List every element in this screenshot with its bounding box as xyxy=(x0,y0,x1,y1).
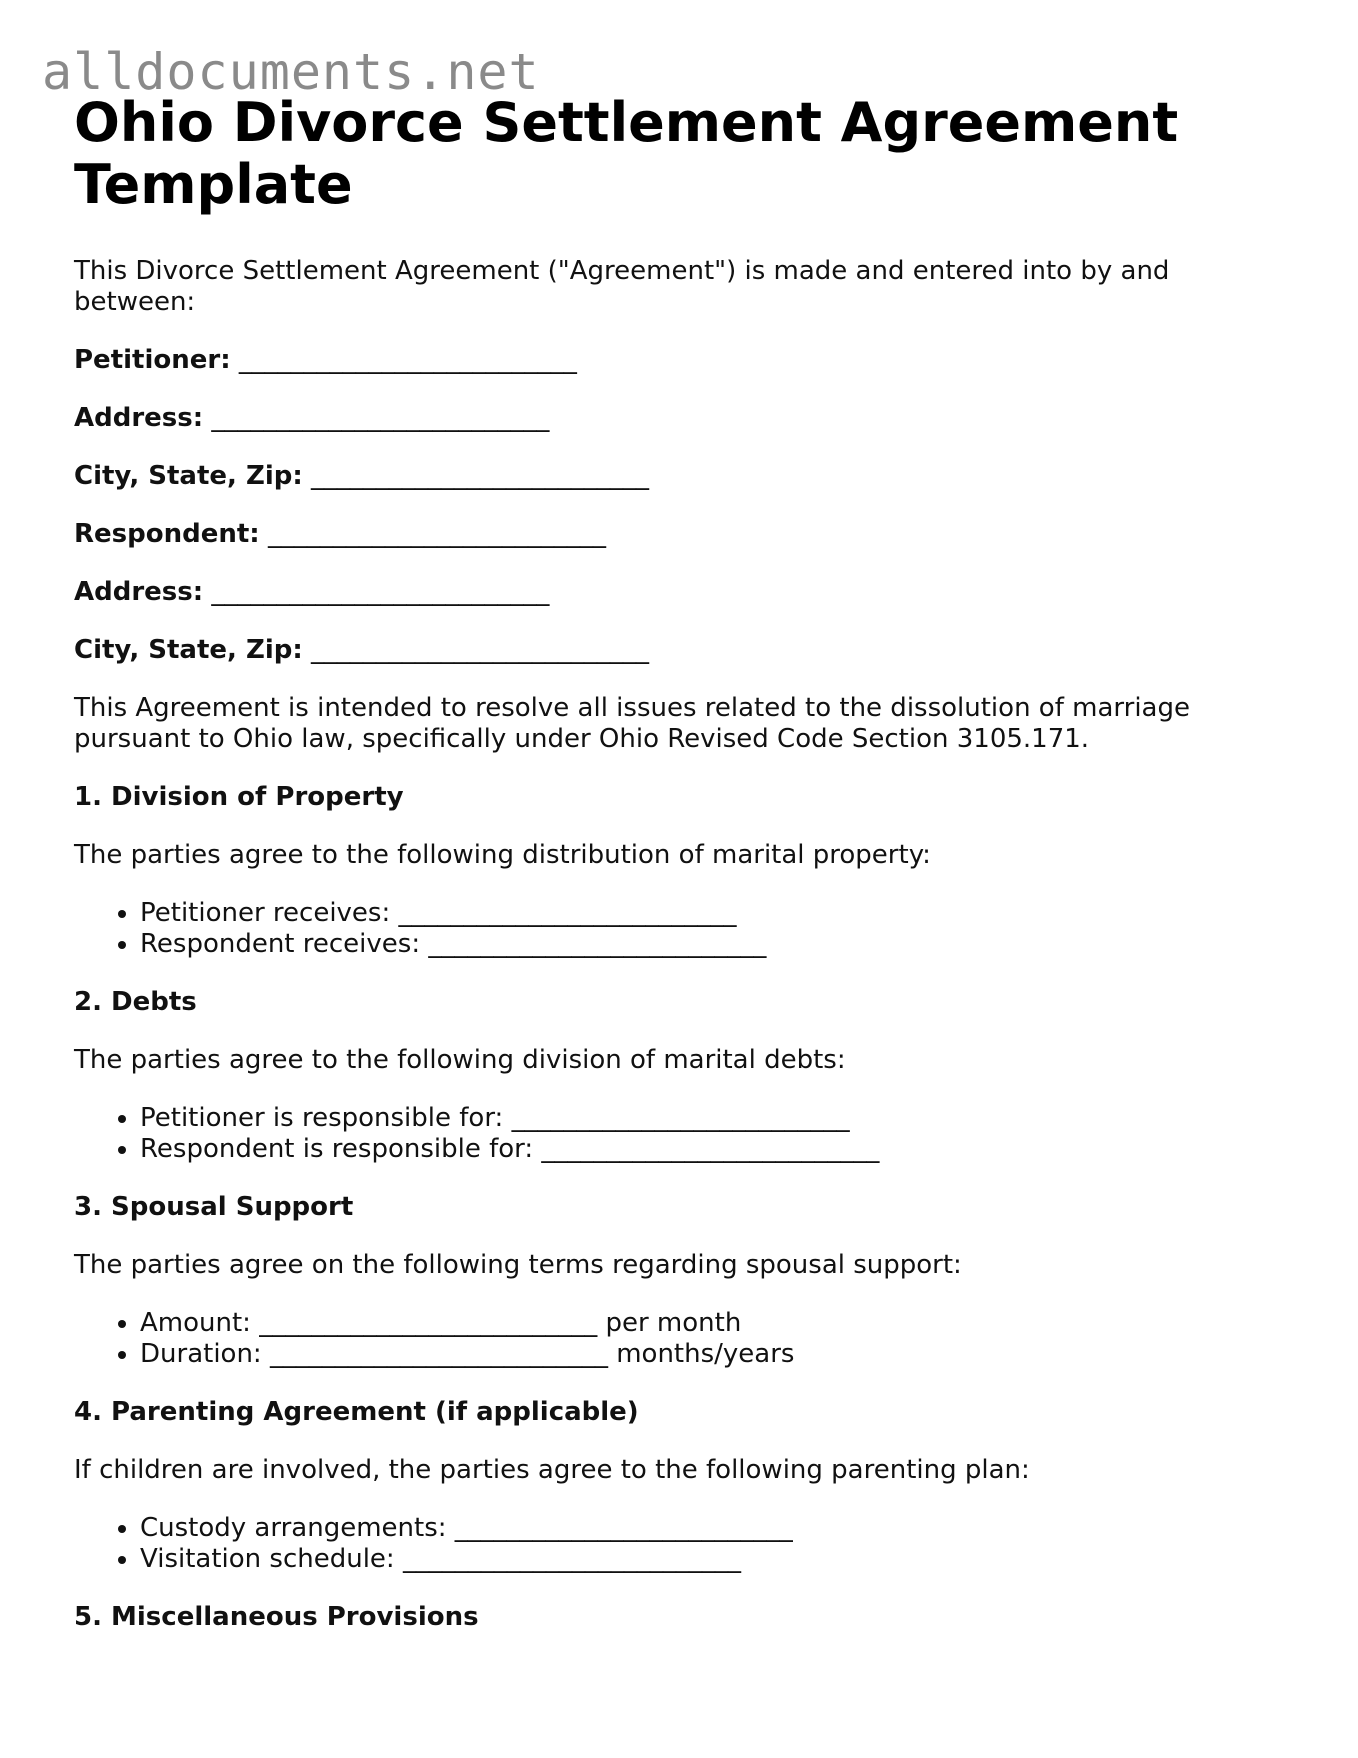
field-blank: __________________________ xyxy=(238,345,577,375)
field-blank: __________________________ xyxy=(267,519,606,549)
list-item: • Duration: __________________________ months/years xyxy=(140,1339,1294,1370)
field-blank: __________________________ xyxy=(211,403,550,433)
field-petitioner xyxy=(74,345,1294,376)
section-heading: 1. Division of Property xyxy=(74,782,404,812)
purpose-paragraph: This Agreement is intended to resolve all issues related to the dissolution of marriage pursuant to Ohio law, specifically under Ohio Revised Code Section 3105.171. xyxy=(74,693,1190,754)
field-label: City, State, Zip: xyxy=(74,635,303,665)
field-label: Petitioner: xyxy=(74,345,231,375)
field-label: Address: xyxy=(74,577,204,607)
list-item: • Respondent is responsible for: __________________________ xyxy=(140,1134,1294,1165)
section-heading: 4. Parenting Agreement (if applicable) xyxy=(74,1397,639,1427)
section-text: The parties agree to the following division of marital debts: xyxy=(74,1045,846,1075)
section-text: The parties agree on the following terms regarding spousal support: xyxy=(74,1250,962,1280)
document xyxy=(74,92,1294,1633)
document-title: Ohio Divorce Settlement Agreement Template xyxy=(74,91,1179,216)
list-item: • Amount: __________________________ per month xyxy=(140,1308,1294,1339)
field-petitioner-address xyxy=(74,403,1294,434)
intro-paragraph: This Divorce Settlement Agreement ("Agreement") is made and entered into by and between: xyxy=(74,256,1170,317)
list-item: • Petitioner is responsible for: __________________________ xyxy=(140,1103,1294,1134)
field-blank: __________________________ xyxy=(211,577,550,607)
section-heading: 5. Miscellaneous Provisions xyxy=(74,1602,479,1632)
field-respondent xyxy=(74,519,1294,550)
section-list xyxy=(74,1513,1294,1575)
section-heading: 3. Spousal Support xyxy=(74,1192,354,1222)
field-respondent-address xyxy=(74,577,1294,608)
list-item: • Petitioner receives: __________________________ xyxy=(140,898,1294,929)
section-list xyxy=(74,1103,1294,1165)
list-item: • Respondent receives: __________________________ xyxy=(140,929,1294,960)
section-list xyxy=(74,898,1294,960)
field-petitioner-city xyxy=(74,461,1294,492)
field-respondent-city xyxy=(74,635,1294,666)
section-heading: 2. Debts xyxy=(74,987,197,1017)
field-label: City, State, Zip: xyxy=(74,461,303,491)
watermark: alldocuments.net xyxy=(42,43,540,101)
section-list xyxy=(74,1308,1294,1370)
list-item: • Custody arrangements: __________________________ xyxy=(140,1513,1294,1544)
section-text: If children are involved, the parties agree to the following parenting plan: xyxy=(74,1455,1030,1485)
field-blank: __________________________ xyxy=(311,635,650,665)
section-text: The parties agree to the following distribution of marital property: xyxy=(74,840,931,870)
list-item: • Visitation schedule: __________________________ xyxy=(140,1544,1294,1575)
field-blank: __________________________ xyxy=(311,461,650,491)
field-label: Respondent: xyxy=(74,519,260,549)
field-label: Address: xyxy=(74,403,204,433)
